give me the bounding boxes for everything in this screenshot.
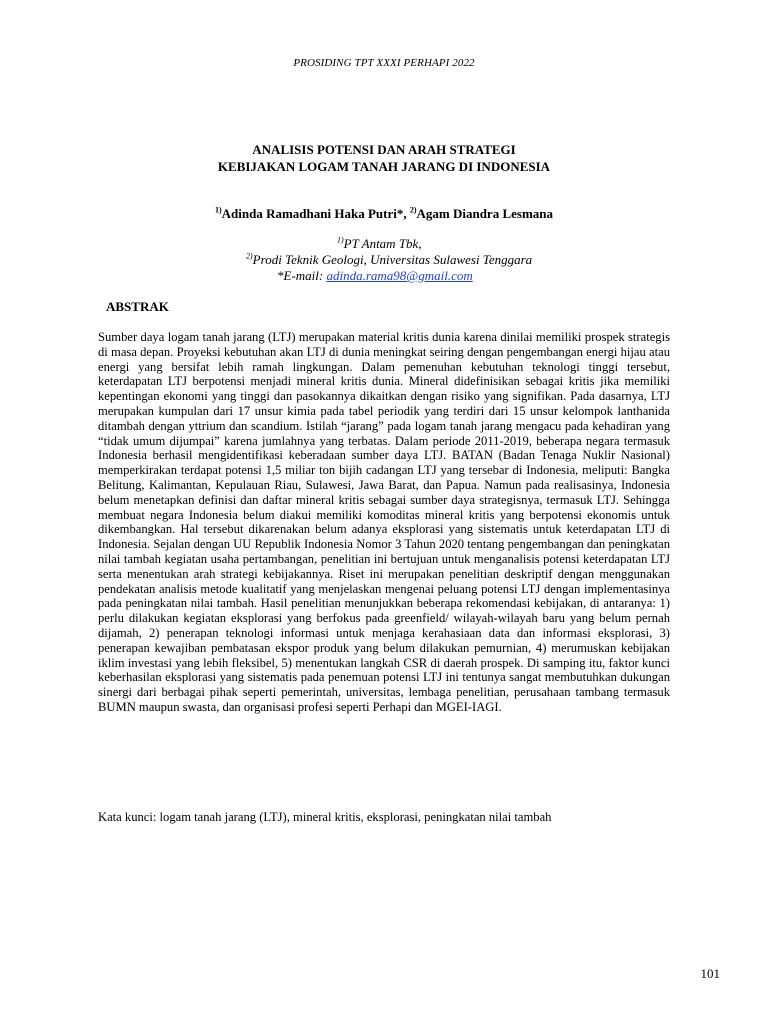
title-line-2: KEBIJAKAN LOGAM TANAH JARANG DI INDONESIA bbox=[217, 159, 551, 174]
email-line bbox=[277, 268, 768, 284]
email-link[interactable]: adinda.rama98@gmail.com bbox=[326, 268, 473, 283]
affiliation-1-text: PT Antam Tbk, bbox=[343, 236, 422, 251]
affiliation-2-text: Prodi Teknik Geologi, Universitas Sulawesi Tenggara bbox=[252, 252, 533, 267]
page-number: 101 bbox=[700, 966, 720, 981]
author-1-marker: 1) bbox=[214, 205, 222, 215]
affiliation-1 bbox=[337, 236, 768, 252]
author-2-marker: 2) bbox=[409, 205, 417, 215]
author-list bbox=[0, 205, 768, 222]
affiliation-2-marker: 2) bbox=[246, 251, 253, 261]
running-header: PROSIDING TPT XXXI PERHAPI 2022 bbox=[293, 57, 475, 69]
author-2-name: Agam Diandra Lesmana bbox=[416, 206, 554, 221]
paper-title bbox=[0, 141, 768, 175]
affiliation-1-marker: 1) bbox=[337, 235, 344, 245]
keywords: Kata kunci: logam tanah jarang (LTJ), mineral kritis, eksplorasi, peningkatan nilai tambah bbox=[98, 810, 552, 824]
title-line-1: ANALISIS POTENSI DAN ARAH STRATEGI bbox=[252, 142, 516, 157]
abstract-body: Sumber daya logam tanah jarang (LTJ) merupakan material kritis dunia karena dinilai memiliki prospek strategis di masa depan. Proyeksi kebutuhan akan LTJ di dunia meningkat seiring dengan pengembangan energi hijau atau energi yang bersifat lebih ramah lingkungan. Dalam pemenuhan kebutuhan teknologi tinggi tersebut, keterdapatan LTJ berpotensi menjadi mineral kritis dunia. Mineral didefinisikan sebagai kritis jika memiliki kepentingan ekonomi yang tinggi dan pasokannya dikaitkan dengan risiko yang signifikan. Pada dasarnya, LTJ merupakan kumpulan dari 17 unsur kimia pada tabel periodik yang terdiri dari 15 unsur kelompok lanthanida ditambah dengan yttrium dan scandium. Istilah “jarang” pada logam tanah jarang mengacu pada kehadiran yang “tidak umum dijumpai” karena jumlahnya yang terbatas. Dalam periode 2011-2019, beberapa negara termasuk Indonesia berhasil mengidentifikasi keberadaan sumber daya LTJ. BATAN (Badan Tenaga Nuklir Nasional) memperkirakan terdapat potensi 1,5 miliar ton bijih cadangan LTJ yang tersebar di Indonesia, meliputi: Bangka Belitung, Kalimantan, Kepulauan Riau, Sulawesi, Jawa Barat, dan Papua. Namun pada realisasinya, Indonesia belum menetapkan definisi dan daftar mineral kritis sebagai sumber daya strategisnya, termasuk LTJ. Sehingga membuat negara Indonesia belum diakui memiliki komoditas mineral kritis yang berpotensi ekonomis untuk dikembangkan. Hal tersebut dikarenakan belum adanya eksplorasi yang sistematis untuk keterdapatan LTJ di Indonesia. Sejalan dengan UU Republik Indonesia Nomor 3 Tahun 2020 tentang pengembangan dan peningkatan nilai tambah kegiatan usaha pertambangan, penelitian ini bertujuan untuk menganalisis potensi keterdapatan LTJ serta menentukan arah strategi kebijakannya. Riset ini merupakan penelitian deskriptif dengan menggunakan pendekatan analisis metode kualitatif yang menjelaskan mengenai peluang potensi LTJ dengan implementasinya pada peningkatan nilai tambah. Hasil penelitian menunjukkan beberapa rekomendasi kebijakan, di antaranya: 1) perlu dilakukan kegiatan eksplorasi yang berfokus pada greenfield/ wilayah-wilayah baru yang belum pernah dijamah, 2) penerapan teknologi informasi untuk menjaga kerahasiaan data dan informasi eksplorasi, 3) penerapan kewajiban pembatasan ekspor produk yang belum dilakukan pemurnian, 4) merumuskan kebijakan iklim investasi yang lebih fleksibel, 5) menentukan langkah CSR di daerah prospek. Di samping itu, faktor kunci keberhasilan eksplorasi yang sistematis pada penemuan potensi LTJ ini tentunya sangat membutuhkan dukungan sinergi dari berbagai pihak seperti pemerintah, universitas, lembaga penelitian, perusahaan tambang termasuk BUMN maupun swasta, dan organisasi profesi seperti Perhapi dan MGEI-IAGI. bbox=[98, 330, 670, 714]
abstract-heading: ABSTRAK bbox=[106, 299, 169, 314]
author-1-name: Adinda Ramadhani Haka Putri*, bbox=[221, 206, 407, 221]
affiliation-block bbox=[0, 236, 768, 284]
email-label: *E-mail: bbox=[277, 268, 327, 283]
affiliation-2 bbox=[246, 252, 768, 268]
